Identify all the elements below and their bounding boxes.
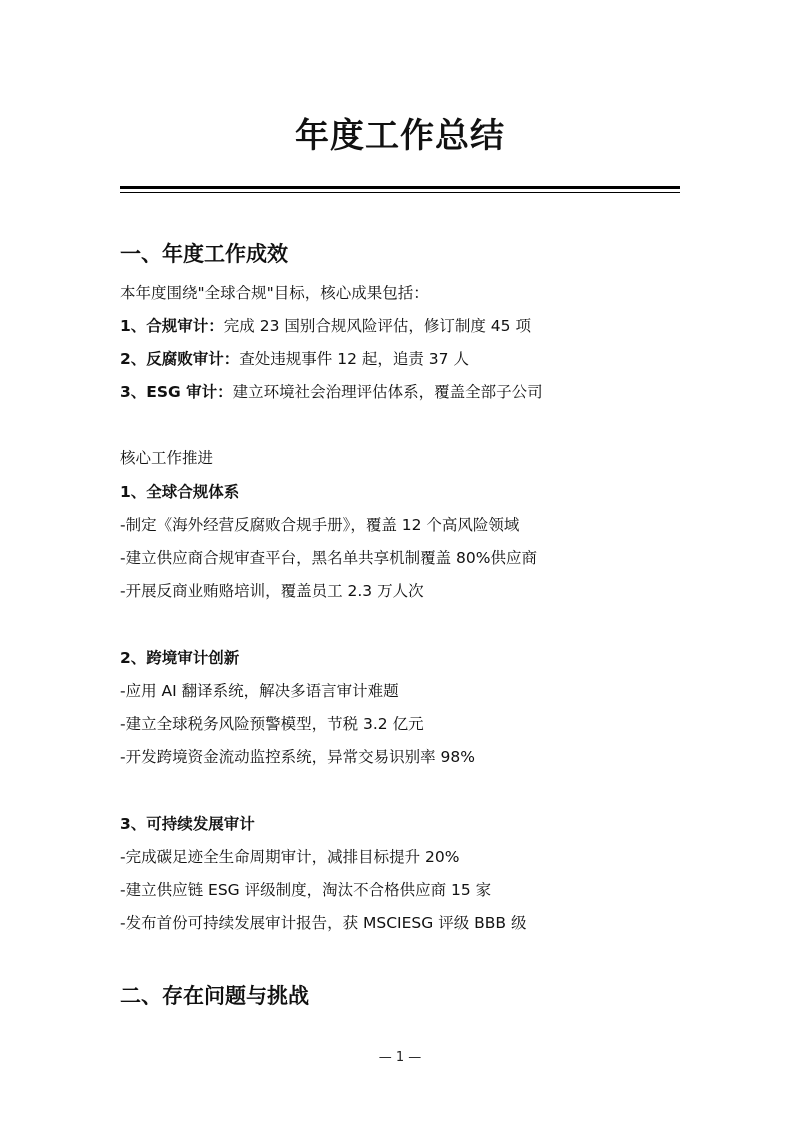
result-text: 建立环境社会治理评估体系，覆盖全部子公司	[232, 383, 543, 401]
result-label: 1、合规审计：	[120, 317, 224, 335]
result-item	[120, 382, 543, 402]
title-divider-thin	[120, 192, 680, 193]
result-label: 2、反腐败审计：	[120, 350, 240, 368]
document-title: 年度工作总结	[295, 116, 505, 156]
group-item: -制定《海外经营反腐败合规手册》，覆盖 12 个高风险领域	[120, 516, 520, 534]
group-item: -完成碳足迹全生命周期审计，减排目标提升 20%	[120, 848, 460, 866]
result-item	[120, 316, 531, 336]
group-item: -发布首份可持续发展审计报告，获 MSCIESG 评级 BBB 级	[120, 914, 527, 932]
result-item	[120, 349, 469, 369]
group-item: -建立全球税务风险预警模型，节税 3.2 亿元	[120, 715, 424, 733]
title-divider-thick	[120, 186, 680, 189]
result-text: 完成 23 国别合规风险评估，修订制度 45 项	[223, 317, 531, 335]
result-text: 查处违规事件 12 起，追责 37 人	[239, 350, 469, 368]
page-number: — 1 —	[378, 1050, 422, 1065]
group-item: -开发跨境资金流动监控系统，异常交易识别率 98%	[120, 748, 475, 766]
group-item: -建立供应链 ESG 评级制度，淘汰不合格供应商 15 家	[120, 881, 492, 899]
group-heading: 1、全球合规体系	[120, 483, 240, 501]
group-heading: 3、可持续发展审计	[120, 815, 255, 833]
group-item: -建立供应商合规审查平台，黑名单共享机制覆盖 80%供应商	[120, 549, 537, 567]
group-item: -开展反商业贿赂培训，覆盖员工 2.3 万人次	[120, 582, 424, 600]
result-label: 3、ESG 审计：	[120, 383, 233, 401]
section1-intro: 本年度围绕"全球合规"目标，核心成果包括：	[120, 284, 429, 302]
group-item: -应用 AI 翻译系统，解决多语言审计难题	[120, 682, 399, 700]
group-heading: 2、跨境审计创新	[120, 649, 240, 667]
core-work-title: 核心工作推进	[120, 449, 214, 467]
section-heading-2: 二、存在问题与挑战	[120, 984, 309, 1008]
section-heading-1: 一、年度工作成效	[120, 242, 288, 266]
